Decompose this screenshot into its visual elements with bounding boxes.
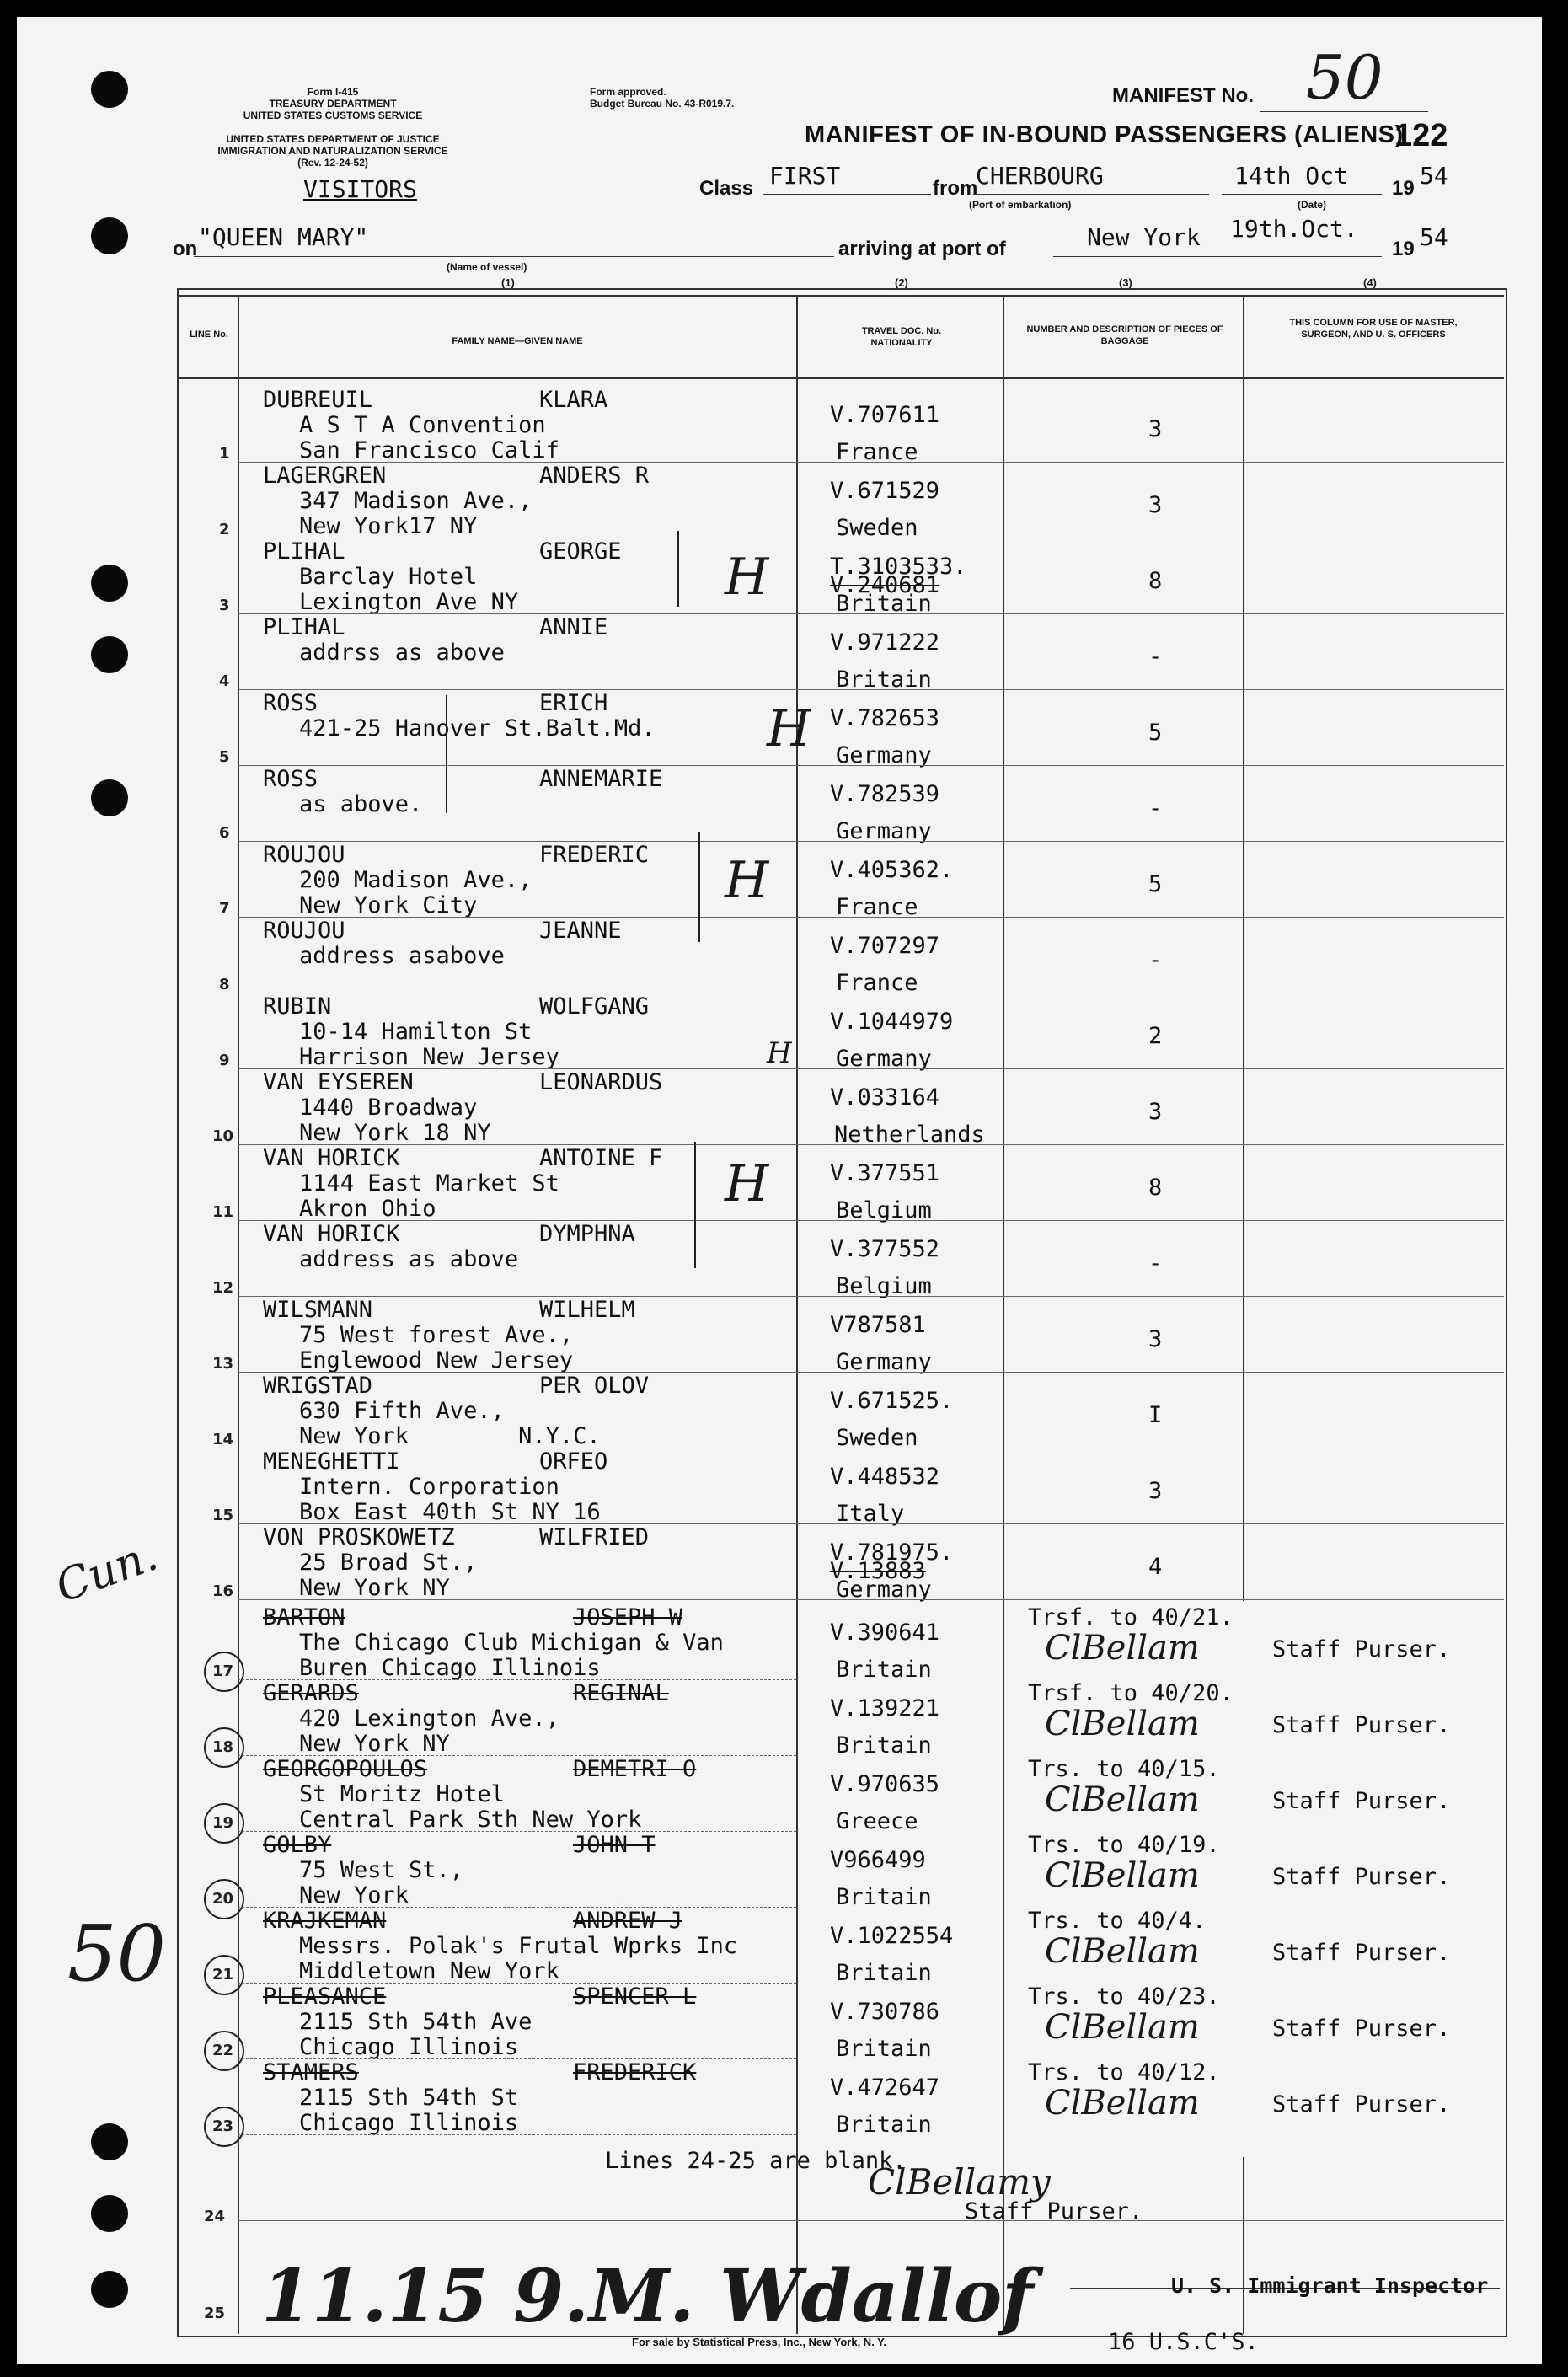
given-name: DYMPHNA [539,1221,635,1247]
travel-doc-number: V.405362. [830,857,954,883]
baggage-transfer: Trs. to 40/4. [1028,1908,1207,1934]
baggage-count: 5 [1148,720,1163,746]
family-name: WRIGSTAD [263,1373,373,1399]
margin-note: Cun. [49,1529,164,1614]
col-baggage: NUMBER AND DESCRIPTION OF PIECES OF BAGGAGE [1026,324,1223,346]
nationality: Britain [836,1884,932,1910]
baggage-count: 3 [1148,1099,1163,1125]
address-line-2: Harrison New Jersey [299,1044,559,1070]
baggage-count: I [1148,1402,1163,1428]
baggage-count: 3 [1148,1326,1163,1352]
travel-doc-number: V.377551 [830,1160,940,1186]
line-number: 22 [212,2042,234,2059]
family-name: GOLBY [263,1832,332,1858]
travel-doc-number: V.472647 [830,2075,940,2101]
given-name: GEORGE [539,538,622,565]
travel-doc-number: V.139221 [830,1695,940,1721]
year-prefix: 19 [1392,177,1415,200]
travel-doc-number: V.782653 [830,705,940,731]
given-name: ORFEO [539,1448,608,1475]
given-name: ANNEMARIE [539,766,663,792]
punch-hole [91,217,128,254]
line-number: 3 [219,597,230,614]
line-number-circle [204,1879,244,1919]
col-name: FAMILY NAME—GIVEN NAME [452,336,583,346]
baggage-count: 3 [1148,1478,1163,1504]
line-number: 6 [219,824,230,842]
given-name: FREDERIC [539,842,650,868]
footer-print: For sale by Statistical Press, Inc., New York, N. Y. [632,2336,887,2348]
baggage-count: 3 [1148,492,1163,518]
line-number: 13 [212,1355,234,1373]
address-line-1: 2115 Sth 54th Ave [299,2009,532,2035]
baggage-transfer: Trs. to 40/23. [1028,1984,1220,2010]
family-name: BARTON [263,1604,345,1630]
purser-signoff: Staff Purser. [965,2198,1143,2224]
row-divider [238,689,1504,690]
line-number-circle [204,1803,244,1844]
travel-doc-number: V.1044979 [830,1009,954,1035]
travel-doc-number: V.782539 [830,781,940,807]
given-name: ANDREW J [573,1908,683,1934]
address-line-1: Barclay Hotel [299,564,478,590]
line-number-circle [204,1727,244,1768]
address-line-2: New York17 NY [299,513,478,539]
family-name: ROUJOU [263,842,345,868]
line-number: 9 [219,1052,230,1069]
officer-note: Staff Purser. [1272,1788,1451,1814]
handwritten-h-mark: H [725,1154,769,1213]
line-number: 15 [212,1507,234,1524]
depart-date: 14th Oct [1234,162,1348,190]
nationality: Sweden [836,515,918,541]
line-number: 8 [219,976,230,993]
address-line-1: 347 Madison Ave., [299,488,532,514]
col-marker-4: (4) [1363,276,1377,289]
address-line-1: 1144 East Market St [299,1170,559,1197]
given-name: KLARA [539,387,608,413]
punch-hole [91,2123,128,2160]
given-name: JOSEPH W [573,1604,683,1630]
family-name: MENEGHETTI [263,1448,400,1475]
line-number: 23 [212,2117,234,2135]
line-number-circle [204,2107,244,2147]
nationality: France [836,439,918,465]
address-line-2: Buren Chicago Illinois [299,1655,601,1681]
line-number: 10 [212,1127,234,1145]
embark-caption: (Port of embarkation) [969,199,1072,211]
family-name: KRAJKEMAN [263,1908,387,1934]
baggage-transfer: Trsf. to 40/21. [1028,1604,1234,1630]
address-line-1: Messrs. Polak's Frutal Wprks Inc [299,1933,738,1959]
handwritten-h-mark: H [767,1036,792,1070]
travel-doc-number-2: V.240681 [830,572,940,598]
address-line-2: Chicago Illinois [299,2110,519,2136]
row-divider [238,1144,1504,1145]
nationality: Belgium [836,1273,932,1299]
family-name: PLEASANCE [263,1984,387,2010]
nationality: Belgium [836,1197,932,1223]
address-line-1: 1440 Broadway [299,1095,478,1121]
baggage-count: - [1148,1250,1163,1277]
row-divider [238,462,1504,463]
family-name: STAMERS [263,2059,359,2085]
punch-hole [91,565,128,602]
bottom-handwriting: 11.15 9.M. Wdallof [261,2254,1034,2339]
baggage-count: 8 [1148,1175,1163,1201]
address-line-1: 25 Broad St., [299,1550,478,1576]
line-number: 14 [212,1431,234,1448]
purser-signature: ClBellam [1045,1705,1200,1743]
budget-bureau: Budget Bureau No. 43-R019.7. [590,98,735,110]
col-travel-doc: TRAVEL DOC. No. NATIONALITY [861,326,942,348]
family-name: PLIHAL [263,538,345,565]
address-line-2: New York 18 NY [299,1120,491,1146]
blank-lines-note: Lines 24-25 are blank. [605,2148,907,2174]
travel-doc-number: V.1022554 [830,1923,954,1949]
nationality: Netherlands [834,1122,985,1148]
nationality: Britain [836,2112,932,2138]
baggage-count: 2 [1148,1023,1163,1049]
family-name: VAN HORICK [263,1221,400,1247]
purser-signature: ClBellam [1045,1932,1200,1971]
baggage-count: - [1148,947,1163,973]
row-divider [238,765,1504,766]
address-line-1: 75 West forest Ave., [299,1322,574,1348]
address-line-2: Englewood New Jersey [299,1347,574,1373]
address-line-1: A S T A Convention [299,412,546,438]
address-line-2: New York NY [299,1731,450,1757]
purser-signature: ClBellam [1045,2008,1200,2047]
row-divider [238,1599,1504,1600]
nationality: Germany [836,742,932,768]
line-number: 7 [219,900,230,918]
purser-signature: ClBellam [1045,1629,1200,1668]
form-approved: Form approved. [590,86,666,98]
travel-doc-number: V.971222 [830,629,940,656]
margin-number: 50 [67,1909,167,1999]
travel-doc-number: V966499 [830,1847,926,1873]
row-divider [238,1296,1504,1297]
travel-doc-number-2: V.13883 [830,1558,926,1584]
line-number: 16 [212,1582,234,1600]
given-name: ERICH [539,690,608,716]
address-line-2: Central Park Sth New York [299,1807,642,1833]
row-divider [238,1220,1504,1221]
nationality: Greece [836,1808,918,1834]
handwritten-h-mark: H [767,699,811,758]
row-divider [238,613,1504,614]
manifest-title: MANIFEST OF IN-BOUND PASSENGERS (ALIENS) [805,121,1404,148]
given-name: ANDERS R [539,463,650,489]
row-divider [238,2134,796,2135]
nationality: Britain [836,1657,932,1683]
nationality: Sweden [836,1425,918,1451]
address-line-1: The Chicago Club Michigan & Van [299,1630,724,1656]
travel-doc-number: V.970635 [830,1771,940,1797]
year-value: 54 [1420,162,1448,190]
family-name: VON PROSKOWETZ [263,1524,455,1550]
nationality: Britain [836,2036,932,2062]
line-number: 19 [212,1814,234,1832]
given-name: SPENCER L [573,1984,697,2010]
manifest-number: 50 [1306,42,1383,113]
address-line-1: Intern. Corporation [299,1474,559,1500]
officer-note: Staff Purser. [1272,1864,1451,1890]
address-line-2: New York [299,1882,409,1909]
baggage-count: 5 [1148,871,1163,897]
class-label: Class [699,177,754,200]
punch-hole [91,2271,128,2308]
row-divider [238,917,1504,918]
punch-hole [91,71,128,108]
officer-note: Staff Purser. [1272,1636,1451,1662]
manifest-label: MANIFEST No. [1112,84,1254,107]
address-line-1: 75 West St., [299,1857,464,1883]
line-number: 4 [219,672,230,690]
line-number: 5 [219,748,230,766]
address-line-1: address as above [299,1246,519,1272]
address-line-1: 10-14 Hamilton St [299,1019,532,1045]
visitors-label: VISITORS [303,175,417,203]
address-line-1: 2115 Sth 54th St [299,2085,519,2111]
baggage-transfer: Trs. to 40/19. [1028,1832,1220,1858]
nationality: Germany [836,1349,932,1375]
line-number: 2 [219,521,230,538]
immigration-service: IMMIGRATION AND NATURALIZATION SERVICE [217,145,448,157]
arriving-label: arriving at port of [838,238,1006,260]
address-line-1: 630 Fifth Ave., [299,1398,505,1424]
travel-doc-number: V.707611 [830,402,940,428]
inspector-label: U. S. Immigrant Inspector [1171,2273,1489,2298]
address-line-1: St Moritz Hotel [299,1781,505,1807]
address-line-1: addrss as above [299,640,505,666]
given-name: WILHELM [539,1297,635,1323]
line-number-circle [204,1652,244,1692]
nationality: Britain [836,1732,932,1759]
nationality: Germany [836,1046,932,1072]
family-name: LAGERGREN [263,463,387,489]
family-name: VAN EYSEREN [263,1069,414,1095]
revision: (Rev. 12-24-52) [297,157,368,169]
nationality: Britain [836,1960,932,1986]
handwritten-h-mark: H [725,548,769,607]
address-line-2: Chicago Illinois [299,2034,519,2060]
family-name: DUBREUIL [263,387,373,413]
line-number: 12 [212,1279,234,1297]
baggage-transfer: Trs. to 40/12. [1028,2059,1220,2085]
baggage-count: 4 [1148,1554,1163,1580]
line-number-25: 25 [204,2305,226,2322]
arrival-date: 19th.Oct. [1230,215,1358,243]
officer-note: Staff Purser. [1272,2016,1451,2042]
given-name: ANTOINE F [539,1145,663,1171]
line-number: 18 [212,1738,234,1756]
col-officers: THIS COLUMN FOR USE OF MASTER, SURGEON, AND U. S. OFFICERS [1289,318,1458,340]
line-number: 17 [212,1662,234,1680]
family-name: ROSS [263,766,318,792]
address-line-2: San Francisco Calif [299,437,559,463]
given-name: WILFRIED [539,1524,650,1550]
family-name: GERARDS [263,1680,359,1706]
given-name: PER OLOV [539,1373,650,1399]
col-marker-1: (1) [501,276,515,289]
customs-service: UNITED STATES CUSTOMS SERVICE [243,110,423,121]
vessel-caption: (Name of vessel) [447,261,527,273]
year-value-2: 54 [1420,223,1448,251]
family-name: VAN HORICK [263,1145,400,1171]
date-caption: (Date) [1298,199,1327,211]
year-prefix-2: 19 [1392,238,1415,260]
address-line-2: New York City [299,892,478,918]
family-name: ROSS [263,690,318,716]
travel-doc-number: V.707297 [830,933,940,959]
baggage-transfer: Trsf. to 40/20. [1028,1680,1234,1706]
baggage-count: - [1148,795,1163,822]
address-line-1: 200 Madison Ave., [299,867,532,893]
nationality: Britain [836,591,932,617]
travel-doc-number: V.377552 [830,1236,940,1262]
line-number-24: 24 [204,2208,226,2225]
address-line-2: Lexington Ave NY [299,589,519,615]
family-name: RUBIN [263,993,332,1020]
address-line-2: Middletown New York [299,1958,559,1984]
officer-note: Staff Purser. [1272,1940,1451,1966]
travel-doc-number: V.390641 [830,1619,940,1646]
officer-note: Staff Purser. [1272,2091,1451,2117]
given-name: JOHN T [573,1832,656,1858]
row-divider [238,1068,1504,1069]
travel-doc-number: V.448532 [830,1464,940,1490]
on-label: on [173,238,198,260]
travel-doc-number: V.671529 [830,478,940,504]
col-line-no: LINE No. [190,329,228,340]
page-number: 122 [1394,118,1448,153]
form-number: Form I-415 [307,86,359,98]
punch-hole [91,779,128,816]
baggage-count: 8 [1148,568,1163,594]
family-name: GEORGOPOULOS [263,1756,428,1782]
travel-doc-number: V.730786 [830,1999,940,2025]
nationality: France [836,970,918,996]
baggage-transfer: Trs. to 40/15. [1028,1756,1220,1782]
handwritten-h-mark: H [725,851,769,910]
address-line-1: as above. [299,791,423,817]
address-line-2: Akron Ohio [299,1196,436,1222]
travel-doc-number: T.3103533. [830,554,967,580]
purser-signature: ClBellam [1045,1780,1200,1819]
from-value: CHERBOURG [976,162,1104,190]
nationality: France [836,894,918,920]
given-name: LEONARDUS [539,1069,663,1095]
col-marker-3: (3) [1119,276,1132,289]
family-name: WILSMANN [263,1297,373,1323]
vessel-name: "QUEEN MARY" [198,223,369,251]
address-line-2: Box East 40th St NY 16 [299,1499,601,1525]
address-line-1: 421-25 Hanover St.Balt.Md. [299,715,656,741]
travel-doc-number: V.671525. [830,1388,954,1414]
given-name: JEANNE [539,918,622,944]
line-number-circle [204,2031,244,2071]
travel-doc-number: V.033164 [830,1084,940,1111]
class-value: FIRST [769,162,841,190]
baggage-count: 3 [1148,416,1163,442]
given-name: ANNIE [539,614,608,640]
given-name: DEMETRI O [573,1756,697,1782]
col-marker-2: (2) [895,276,908,289]
treasury-dept: TREASURY DEPARTMENT [269,98,397,110]
family-name: ROUJOU [263,918,345,944]
purser-signature: ClBellam [1045,2084,1200,2123]
line-number: 21 [212,1966,234,1984]
purser-signature: ClBellam [1045,1856,1200,1895]
footer-code: 16 U.S.C'S. [1108,2329,1259,2355]
baggage-count: - [1148,644,1163,670]
nationality: Italy [836,1501,905,1527]
family-name: PLIHAL [263,614,345,640]
given-name: WOLFGANG [539,993,650,1020]
address-line-1: address asabove [299,943,505,969]
address-line-2: New York N.Y.C. [299,1423,601,1449]
travel-doc-number: V.781975. [830,1539,954,1566]
punch-hole [91,2195,128,2232]
document-sheet [17,17,1542,2364]
line-number: 11 [212,1203,234,1221]
justice-dept: UNITED STATES DEPARTMENT OF JUSTICE [226,133,440,145]
line-number: 20 [212,1890,234,1908]
address-line-1: 420 Lexington Ave., [299,1705,559,1732]
travel-doc-number: V787581 [830,1312,926,1338]
purser-signature: ClBellamy [868,2161,1051,2203]
arrival-port: New York [1087,223,1201,251]
given-name: REGINAL [573,1680,669,1706]
address-line-2: New York NY [299,1575,450,1601]
given-name: FREDERICK [573,2059,697,2085]
nationality: Germany [836,818,932,844]
line-number-circle [204,1955,244,1995]
row-divider [238,841,1504,842]
nationality: Britain [836,667,932,693]
line-number: 1 [219,445,230,463]
officer-note: Staff Purser. [1272,1712,1451,1738]
row-divider [238,1372,1504,1373]
nationality: Germany [836,1577,932,1603]
punch-hole [91,636,128,673]
from-label: from [933,177,978,200]
